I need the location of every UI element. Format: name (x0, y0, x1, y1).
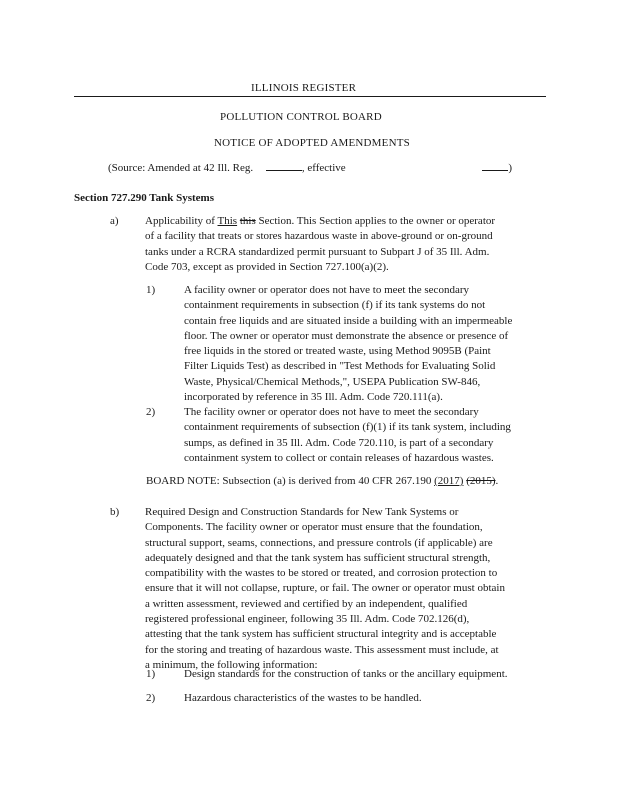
a-item-1-line: Waste, Physical/Chemical Methods,", USEPA Publication SW-846, (184, 375, 481, 388)
a-item-1-line: containment requirements in subsection (f) if its tank systems do not (184, 299, 486, 312)
section-heading: Section 727.290 Tank Systems (74, 192, 214, 204)
a-item-1-line: incorporated by reference in 35 Ill. Adm. Code 720.111(a). (184, 391, 443, 404)
a-l1-inserted: This (217, 215, 238, 227)
board-note (146, 474, 498, 489)
b-item-1-label: 1) (146, 668, 156, 680)
subsection-b-label: b) (110, 506, 120, 518)
subsection-b-line: Components. The facility owner or operator must ensure that the foundation, (145, 521, 483, 534)
a-item-2-line: containment requirements of subsection (f)(1) if its tank system, including (184, 421, 511, 434)
subsection-a-line-1 (145, 214, 495, 229)
source-close: ) (508, 162, 513, 174)
b-item-1-text: Design standards for the construction of tanks or the ancillary equipment. (184, 668, 508, 680)
b-item-2-text: Hazardous characteristics of the wastes to be handled. (184, 692, 422, 704)
subsection-b-line: for the storing and treating of hazardous waste. This assessment must include, at (145, 643, 499, 656)
subsection-a-line-3: tanks under a RCRA standardized permit pursuant to Subpart J of 35 Ill. Adm. (145, 245, 490, 258)
subsection-b-line: a written assessment, reviewed and certified by an independent, qualified (145, 597, 468, 610)
a-item-2-label: 2) (146, 406, 156, 418)
a-item-1-line: contain free liquids and are situated inside a building with an impermeable (184, 314, 513, 327)
a-l1-pre: Applicability of (145, 215, 218, 227)
a-item-1-line: A facility owner or operator does not have to meet the secondary (184, 284, 469, 296)
subsection-b-line: compatibility with the wastes to be stored or treated, and corrosion protection to (145, 567, 498, 580)
source-line (108, 160, 512, 176)
b-item-2-label: 2) (146, 692, 156, 704)
source-comma: , effective (301, 162, 346, 174)
subsection-b-line: registered professional engineer, following 35 Ill. Adm. Code 702.126(d), (145, 613, 470, 626)
source-blank-reg (266, 160, 302, 171)
a-item-1-line: floor. The owner or operator must demonstrate the absence or presence of (184, 329, 509, 342)
a-l1-post: Section. This Section applies to the owner or operator (255, 215, 496, 227)
subsection-b-line: Required Design and Construction Standards for New Tank Systems or (145, 506, 459, 518)
a-item-2-text (184, 405, 511, 466)
subsection-b-line: ensure that it will not collapse, rupture, or fail. The owner or operator must obtain (145, 582, 505, 595)
board-title: POLLUTION CONTROL BOARD (220, 111, 382, 123)
header-rule (74, 96, 546, 97)
board-note-inserted-year: (2017) (434, 475, 464, 487)
board-note-deleted-year: (2015) (466, 475, 496, 487)
board-note-period: . (495, 475, 499, 487)
register-title: ILLINOIS REGISTER (251, 82, 357, 94)
board-note-text: BOARD NOTE: Subsection (a) is derived from 40 CFR 267.190 (146, 475, 435, 487)
a-item-2-line: sumps, as defined in 35 Ill. Adm. Code 720.110, is part of a secondary (184, 436, 494, 449)
subsection-b-line: attesting that the tank system has sufficient structural integrity and is acceptable (145, 628, 497, 641)
subsection-b-line: structural support, seams, connections, and pressure controls (if applicable) are (145, 536, 493, 549)
subsection-a-line-4: Code 703, except as provided in Section 727.100(a)(2). (145, 260, 389, 273)
source-blank-date (482, 160, 508, 171)
source-prefix: (Source: Amended at 42 Ill. Reg. (108, 162, 254, 174)
subsection-a-line-2: of a facility that treats or stores hazardous waste in above-ground or on-ground (145, 230, 493, 243)
a-item-1-line: free liquids in the stored or treated waste, using Method 9095B (Paint (184, 345, 491, 358)
subsection-a-label: a) (110, 215, 119, 227)
a-item-1-line: Filter Liquids Test) as described in "Test Methods for Evaluating Solid (184, 360, 496, 373)
notice-title: NOTICE OF ADOPTED AMENDMENTS (214, 137, 410, 149)
a-item-2-line: containment system to collect or contain releases of hazardous wastes. (184, 451, 494, 464)
subsection-b-line: adequately designed and that the tank system has sufficient structural strength, (145, 551, 491, 564)
subsection-b-line: a minimum, the following information: (145, 658, 318, 671)
a-item-1-text (184, 283, 512, 405)
subsection-a-text (145, 214, 495, 275)
subsection-b-text (145, 505, 505, 673)
a-item-1-label: 1) (146, 284, 156, 296)
a-l1-deleted: this (239, 215, 256, 227)
a-item-2-line: The facility owner or operator does not have to meet the secondary (184, 406, 479, 418)
